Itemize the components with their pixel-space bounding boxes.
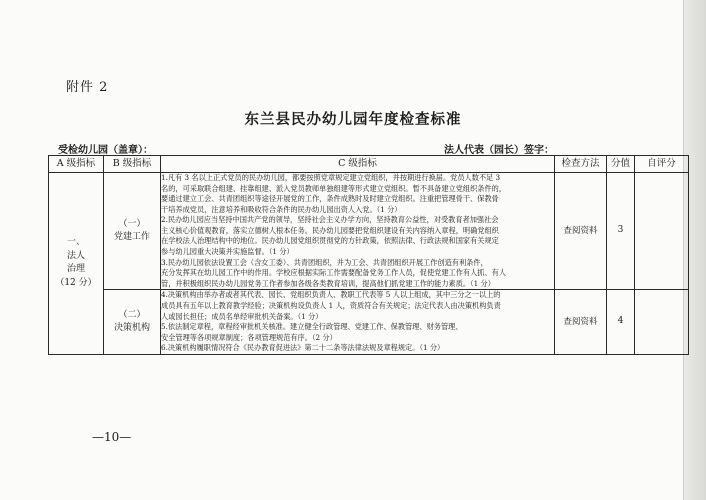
header-c-indicator: C 级指标	[161, 156, 555, 173]
document-title: 东兰县民办幼儿园年度检查标准	[244, 111, 462, 128]
inspection-standard-table	[48, 155, 689, 355]
c-line: 2.民办幼儿园应当坚持中国共产党的领导，坚持社会主义办学方向，坚持教育公益性，对受教育者加强社会	[161, 215, 499, 225]
c-line: 要通过建立工会、共青团组织等途径开展党的工作，条件成熟时及时建立党组织。注重把管理骨干、保教骨	[161, 194, 499, 204]
header-a-indicator: A 级指标	[49, 156, 104, 173]
c-line: 主义核心价值观教育，落实立德树人根本任务。民办幼儿园要把党组织建设有关内容纳入章程，明确党组织	[161, 225, 499, 235]
score-cell: 4	[607, 290, 635, 354]
c-line: 5.依法制定章程，章程经审批机关核准。建立健全行政管理、党建工作、保教管理、财务管理、	[161, 322, 463, 332]
c-indicator-cell	[161, 173, 555, 290]
c-line: 6.决策机构履职情况符合《民办教育促进法》第二十二条等法律法规及章程规定。（1 分）	[161, 343, 445, 353]
self-score-cell[interactable]	[635, 290, 689, 354]
header-score: 分值	[607, 156, 635, 173]
c-line: 干培养成党员，注意培养和吸收符合条件的民办幼儿园出资人入党。（1 分）	[161, 204, 402, 214]
c-line: 在学校法人治理结构中的地位。民办幼儿园党组织贯彻党的方针政策，依照法律、行政法规和国家有关规定	[161, 236, 499, 246]
b-indicator-cell	[104, 173, 161, 290]
table-row	[49, 290, 689, 354]
header-self-score: 自评分	[635, 156, 689, 173]
header-check-method: 检查方法	[555, 156, 607, 173]
attachment-label: 附件 2	[66, 80, 109, 95]
b-indicator-cell	[104, 290, 161, 354]
c-line: 成员具有五年以上教育教学经验；决策机构设负责人 1 人，资质符合有关规定；法定代表人由决策机构负责	[161, 300, 501, 310]
c-line: 充分发挥其在幼儿园工作中的作用。学校应根据实际工作需要配备党务工作人员，促使党建工作有人抓、有人	[161, 268, 507, 278]
score-cell: 3	[607, 173, 635, 290]
page-number: —10—	[92, 430, 132, 444]
b-indicator-number: （二）	[118, 309, 146, 320]
inspected-kindergarten-label: 受检幼儿园（盖章）：	[58, 145, 153, 156]
a-indicator-points: （12 分）	[55, 277, 97, 288]
c-indicator-cell	[161, 290, 555, 354]
c-line: 1.凡有 3 名以上正式党员的民办幼儿园，都要按照党章规定建立党组织，并按期进行换届。党员人数不足 3	[161, 173, 501, 182]
check-method-cell: 查阅资料	[555, 173, 607, 290]
a-indicator-cell	[49, 173, 104, 355]
a-indicator-name-1: 法人	[66, 250, 85, 261]
c-line: 4.决策机构由举办者或者其代表、园长、党组织负责人、教职工代表等 5 人以上组成，其中三分之一以上的	[161, 290, 501, 300]
b-indicator-name: 党建工作	[113, 232, 150, 243]
legal-representative-signature-label: 法人代表（园长）签字：	[444, 145, 554, 156]
b-indicator-name: 决策机构	[113, 323, 150, 334]
c-line: 3.民办幼儿园依法设置工会（含女工委）、共青团组织，并为工会、共青团组织开展工作创造有利条件，	[161, 257, 488, 267]
c-line: 安全管理等各项规章制度；各项管理规范有序。（2 分）	[161, 332, 337, 342]
a-indicator-name-2: 治理	[66, 264, 85, 275]
self-score-cell[interactable]	[635, 173, 689, 290]
c-line: 管，并积极组织民办幼儿园党务工作者参加各级各类教育培训，提高他们抓党建工作的能力素质。（1 分）	[161, 278, 495, 288]
table-row	[49, 173, 689, 290]
a-indicator-number: 一、	[66, 237, 85, 248]
header-b-indicator: B 级指标	[104, 156, 161, 173]
check-method-cell: 查阅资料	[555, 290, 607, 354]
c-line: 名的，可采取联合组建、挂靠组建、派入党员教师单独组建等形式建立党组织。暂不具备建立党组织条件的，	[161, 183, 507, 193]
c-line: 参与幼儿园重大决策并实施监督。（1 分）	[161, 247, 294, 257]
table-header-row	[49, 156, 689, 173]
b-indicator-number: （一）	[118, 218, 146, 229]
c-line: 人或园长担任；成员名单经审批机关备案。（1 分）	[161, 311, 323, 321]
